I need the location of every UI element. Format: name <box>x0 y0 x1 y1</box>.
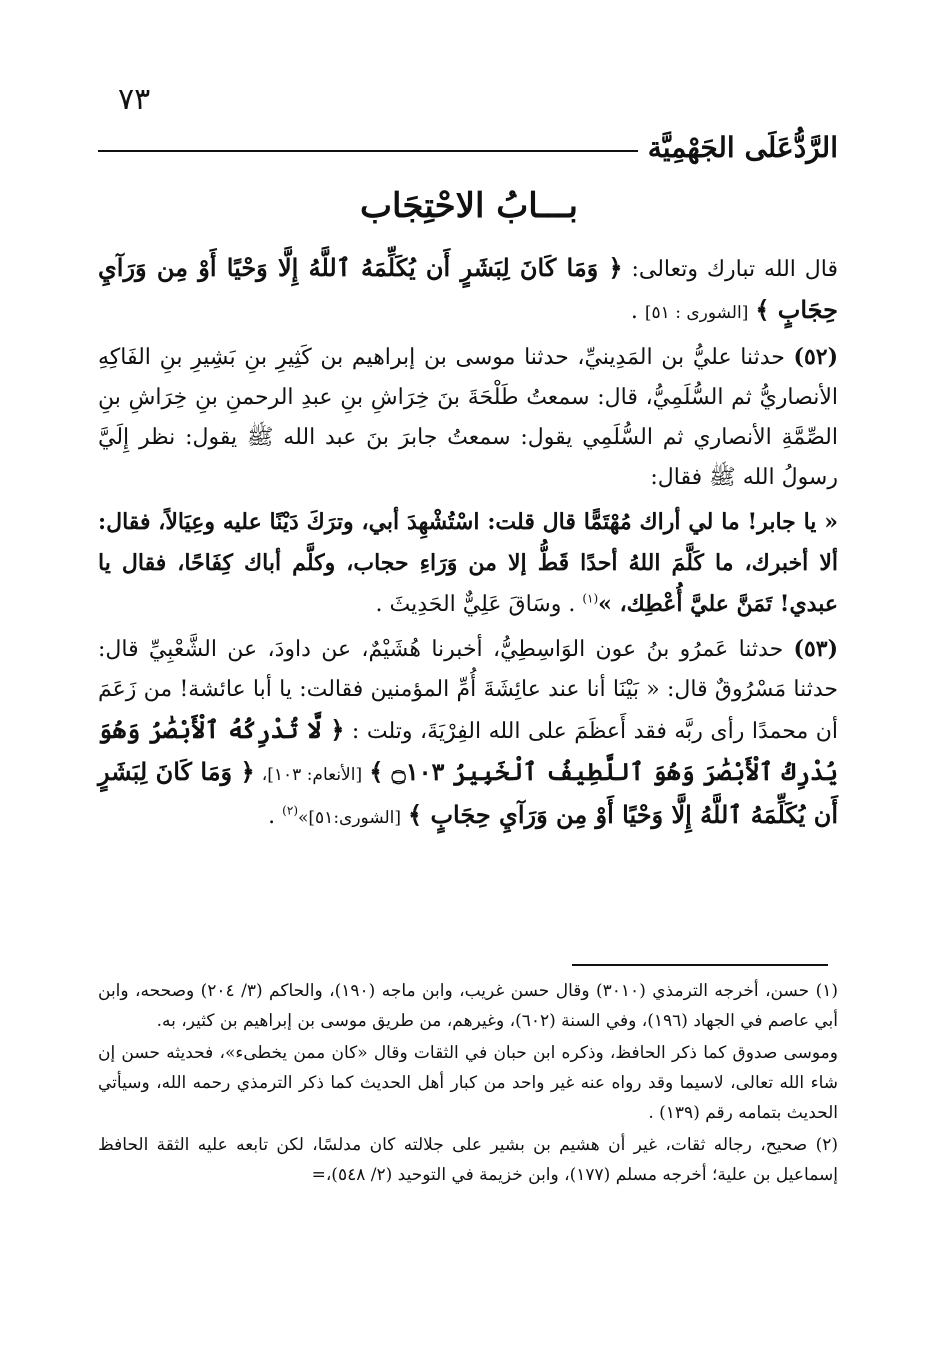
hadith-number: (٥٣) <box>793 636 839 662</box>
intro-end: . <box>630 299 638 324</box>
footnotes <box>98 976 838 1192</box>
quran-verse: ﴿ لَّا تُدْرِكُهُ ٱلْأَبْصَٰرُ وَهُوَ يُدْرِكُ ٱلْأَبْصَٰرَ وَهُوَ ٱللَّطِيفُ ٱلْخَبِيرُ ۝١٠٣ ﴾ <box>98 715 839 786</box>
footnote: (٢) صحيح، رجاله ثقات، غير أن هشيم بن بشير على جلالته كان مدلسًا، لكن تابعه عليه الثقة الحافظ إسماعيل بن علية؛ أخرجه مسلم (١٧٧)، وابن خزيمة في التوحيد (٢/ ٥٤٨)،= <box>98 1135 838 1185</box>
hadith-52-quote <box>98 502 838 625</box>
running-header <box>98 124 838 170</box>
hadith-quote: « يا جابر! ما لي أراك مُهْتَمًّا قال قلت: اسْتُشْهِدَ أبي، وترَكَ دَيْنًا عليه وعِيَالاً، فقال: ألا أخبرك، ما كَلَّمَ اللهُ أحدًا قَطُّ إلا من وَرَاءِ حجاب، وكلَّم أباك كِفَاحًا، فقال يا عبدي! تَمَنَّ عليَّ أُعْطِك، » <box>98 509 838 617</box>
chapter-title: بـــابُ الاحْتِجَاب <box>360 186 578 226</box>
main-text <box>98 248 838 842</box>
hadith-end: . <box>268 804 276 829</box>
hadith-number: (٥٢) <box>793 344 838 370</box>
page-number: ٧٣ <box>118 82 151 117</box>
intro-lead: قال الله تبارك وتعالى: <box>631 257 838 282</box>
hadith-text: حدثنا عليُّ بن المَدِينيِّ، حدثنا موسى بن إبراهيم بن كَثِيرِ بنِ بَشِيرِ بنِ الفَاكِهِ الأنصاريُّ ثم السُّلَمِيُّ، قال: سمعتُ طَلْحَةَ بنَ خِرَاشِ بنِ عبدِ الرحمنِ بنِ خِرَاشِ بنِ الصِّمَّةِ الأنصاري ثم السُّلَمِي يقول: سمعتُ جابرَ بنَ عبد الله ﷺ يقول: نظر إِلَيَّ رسولُ الله ﷺ فقال: <box>98 345 838 490</box>
footnote-ref-1: (١) <box>582 591 599 606</box>
header-rule <box>98 150 638 152</box>
footnote-rule <box>572 964 828 966</box>
hadith-text: حدثنا عَمرُو بنُ عون الوَاسِطِيُّ، أخبرنا هُشَيْمٌ، عن داودَ، عن الشَّعْبِيِّ قال: حدثنا مَسْرُوقٌ قال: « بَيْنَا أنا عند عائِشَةَ أُمِّ المؤمنين فقالت: يا أبا عائشة! من زَعَمَ أن محمدًا رأى ربَّه فقد أَعظَمَ على الله الفِرْيَةَ، وتلت : <box>98 637 838 744</box>
footnote: وموسى صدوق كما ذكر الحافظ، وذكره ابن حبان في الثقات وقال «كان ممن يخطىء»، فحديثه حسن إن شاء الله تعالى، لاسيما وقد رواه عنه غير واحد من كبار أهل الحديث كما ذكر الترمذي رحمه الله، وسيأتي الحديث بتمامه رقم (١٣٩) . <box>98 1043 838 1123</box>
hadith-52 <box>98 337 838 498</box>
verse-reference: [الأنعام: ١٠٣]، <box>261 765 363 785</box>
hadith-53 <box>98 629 838 838</box>
intro-paragraph <box>98 248 838 333</box>
verse-reference: [الشورى:٥١]» <box>298 808 402 828</box>
footnote-ref-2: (٢) <box>282 803 298 818</box>
quran-verse: ﴿ وَمَا كَانَ لِبَشَرٍ أَن يُكَلِّمَهُ ٱللَّهُ إِلَّا وَحْيًا أَوْ مِن وَرَآيِ حِجَابٍ ﴾ <box>98 757 838 829</box>
footnote: (١) حسن، أخرجه الترمذي (٣٠١٠) وقال حسن غريب، وابن ماجه (١٩٠)، والحاكم (٣/ ٢٠٤) وصححه، وابن أبي عاصم في الجهاد (١٩٦)، وفي السنة (٦٠٢)، وغيرهم، من طريق موسى بن إبراهيم بن كثير، به. <box>98 981 839 1031</box>
quran-verse: ﴿ وَمَا كَانَ لِبَشَرٍ أَن يُكَلِّمَهُ ٱللَّهُ إِلَّا وَحْيًا أَوْ مِن وَرَآيِ حِجَابٍ ﴾ <box>98 253 838 324</box>
verse-reference: [الشورى : ٥١] <box>644 303 749 323</box>
hadith-tail: . وسَاقَ عَلِيٌّ الحَدِيثَ . <box>375 592 576 617</box>
running-title: الرَّدُّعَلَى الجَهْمِيَّة <box>647 130 838 164</box>
